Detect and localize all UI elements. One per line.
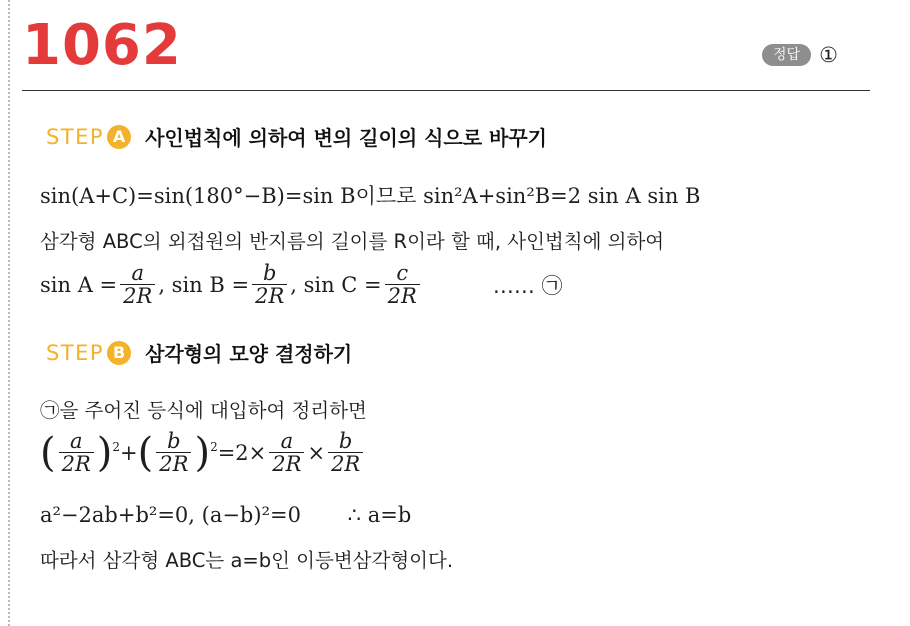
step-b-line-3: a²−2ab+b²=0, (a−b)²=0 ∴ a=b xyxy=(40,503,412,527)
plus-sign: + xyxy=(120,440,138,465)
sin-c-text: , sin C = xyxy=(290,272,382,297)
fraction-a xyxy=(120,262,155,307)
sin-b-text: , sin B = xyxy=(158,272,250,297)
fraction-a-denominator: 2R xyxy=(120,284,155,307)
equation-ref-tag: …… ㉠ xyxy=(492,273,563,298)
step-a-line-2: 삼각형 ABC의 외접원의 반지름의 길이를 R이라 할 때, 사인법칙에 의하여 xyxy=(40,230,665,253)
fraction-2-numerator: b xyxy=(167,429,181,453)
answer-badge: 정답 xyxy=(762,44,811,66)
fraction-c-numerator: c xyxy=(396,261,409,285)
fraction-c-denominator: 2R xyxy=(385,284,420,307)
step-a-line-3 xyxy=(40,262,563,307)
step-b-line-1: ㉠을 주어진 등식에 대입하여 정리하면 xyxy=(40,399,367,422)
fraction-4-denominator: 2R xyxy=(328,452,363,475)
equals-two-times: =2× xyxy=(217,440,267,465)
step-b-line-4: 따라서 삼각형 ABC는 a=b인 이등변삼각형이다. xyxy=(40,549,454,572)
fraction-4 xyxy=(328,430,363,475)
step-b-title: 삼각형의 모양 결정하기 xyxy=(145,342,353,366)
fraction-1-denominator: 2R xyxy=(59,452,94,475)
step-b-line-2 xyxy=(40,430,366,475)
square-exponent-2: 2 xyxy=(210,439,218,454)
fraction-b-numerator: b xyxy=(262,261,277,285)
step-a-title: 사인법칙에 의하여 변의 길이의 식으로 바꾸기 xyxy=(145,126,547,150)
fraction-2-denominator: 2R xyxy=(156,452,191,475)
fraction-b-denominator: 2R xyxy=(252,284,287,307)
step-a-label: STEP xyxy=(46,124,105,149)
header-divider xyxy=(22,90,870,91)
step-b-letter-icon: B xyxy=(107,341,131,365)
answer-area xyxy=(762,43,838,67)
answer-value: ① xyxy=(819,43,838,67)
paren-close-1: ) xyxy=(96,429,113,476)
problem-number: 1062 xyxy=(22,13,182,78)
paren-open-2: ( xyxy=(137,429,154,476)
paren-open-1: ( xyxy=(40,429,56,476)
fraction-3-denominator: 2R xyxy=(269,452,304,475)
step-a-letter-icon: A xyxy=(107,125,131,149)
fraction-a-numerator: a xyxy=(131,261,144,285)
step-a-line-1: sin(A+C)=sin(180°−B)=sin B이므로 sin²A+sin²B=2 sin A sin B xyxy=(40,184,701,208)
fraction-1 xyxy=(59,430,94,475)
fraction-3-numerator: a xyxy=(280,429,294,453)
page-margin-dotted-line xyxy=(8,0,10,626)
fraction-c xyxy=(385,262,420,307)
fraction-3 xyxy=(269,430,304,475)
fraction-1-numerator: a xyxy=(69,429,83,453)
square-exponent-1: 2 xyxy=(112,439,121,454)
step-a-header xyxy=(46,122,547,151)
step-b-header xyxy=(46,338,352,367)
fraction-b xyxy=(252,262,287,307)
times-sign: × xyxy=(307,440,326,465)
sin-a-text: sin A = xyxy=(40,272,118,297)
paren-close-2: ) xyxy=(194,429,211,476)
step-b-label: STEP xyxy=(46,340,105,365)
fraction-4-numerator: b xyxy=(338,429,353,453)
fraction-2 xyxy=(156,430,191,475)
